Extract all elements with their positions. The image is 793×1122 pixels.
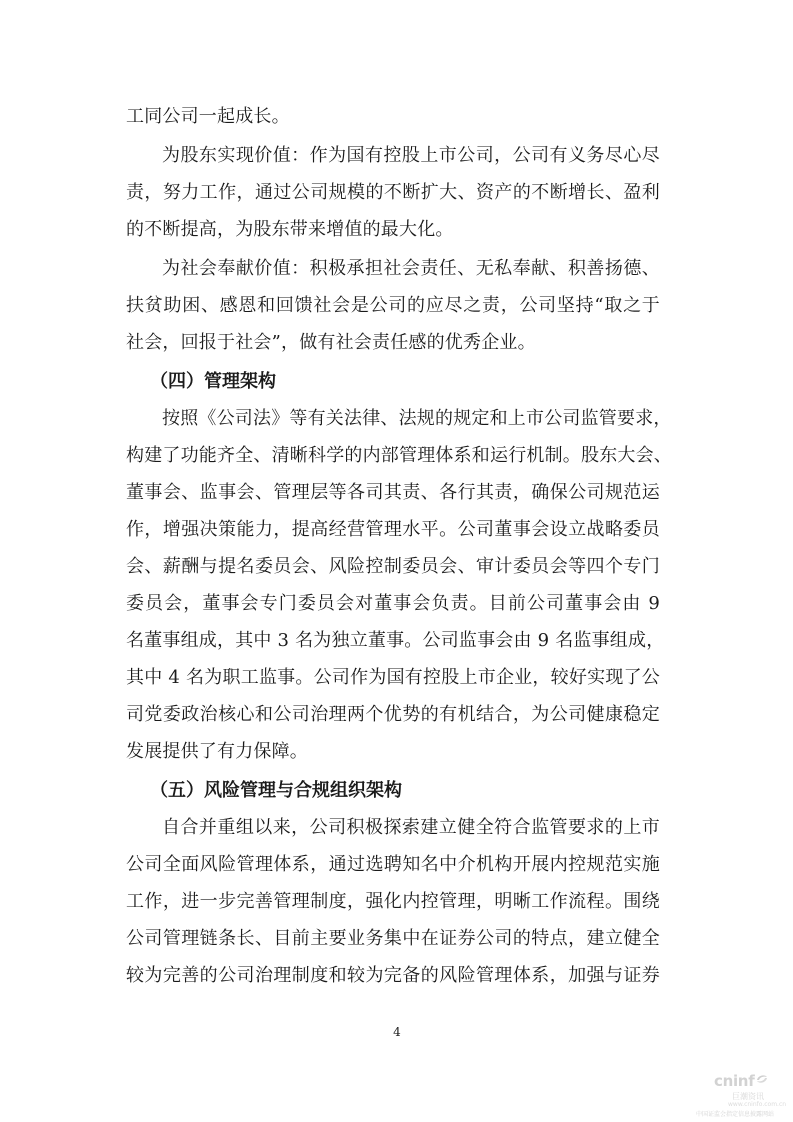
text-line: 较为完善的公司治理制度和较为完备的风险管理体系，加强与证券 bbox=[126, 965, 660, 986]
section-heading-risk-compliance: （五）风险管理与合规组织架构 bbox=[150, 780, 402, 801]
text-line: 责，努力工作，通过公司规模的不断扩大、资产的不断增长、盈利 bbox=[126, 182, 660, 203]
text-line: 其中 4 名为职工监事。公司作为国有控股上市企业，较好实现了公 bbox=[126, 667, 660, 688]
text-line: 公司全面风险管理体系，通过选聘知名中介机构开展内控规范实施 bbox=[126, 854, 660, 875]
text-line: 发展提供了有力保障。 bbox=[126, 741, 308, 762]
logo-url: www.cninfo.com.cn bbox=[728, 1101, 787, 1108]
text-line: 为股东实现价值：作为国有控股上市公司，公司有义务尽心尽 bbox=[162, 145, 660, 166]
text-line: 构建了功能齐全、清晰科学的内部管理体系和运行机制。股东大会、 bbox=[126, 445, 672, 466]
text-line: 自合并重组以来，公司积极探索建立健全符合监管要求的上市 bbox=[162, 817, 660, 838]
text-line: 董事会、监事会、管理层等各司其责、各行其责，确保公司规范运 bbox=[126, 482, 660, 503]
logo-swirl-icon bbox=[755, 1073, 769, 1085]
text-line: 社会，回报于社会”，做有社会责任感的优秀企业。 bbox=[126, 332, 536, 353]
section-heading-management-structure: （四）管理架构 bbox=[150, 371, 276, 392]
text-line: 委员会，董事会专门委员会对董事会负责。目前公司董事会由 9 bbox=[126, 593, 660, 614]
text-line: 工同公司一起成长。 bbox=[126, 106, 290, 127]
text-line: 司党委政治核心和公司治理两个优势的有机结合，为公司健康稳定 bbox=[126, 704, 660, 725]
text-line: 按照《公司法》等有关法律、法规的规定和上市公司监管要求， bbox=[162, 408, 672, 429]
logo-cn-name: 巨潮资讯 bbox=[732, 1092, 764, 1101]
logo-brand-text: cninf bbox=[714, 1072, 755, 1090]
text-line: 公司管理链条长、目前主要业务集中在证券公司的特点，建立健全 bbox=[126, 928, 660, 949]
page-number: 4 bbox=[393, 1025, 401, 1039]
text-line: 的不断提高，为股东带来增值的最大化。 bbox=[126, 219, 454, 240]
text-line: 为社会奉献价值：积极承担社会责任、无私奉献、积善扬德、 bbox=[162, 258, 660, 279]
text-line: 工作，进一步完善管理制度，强化内控管理，明晰工作流程。围绕 bbox=[126, 891, 660, 912]
text-line: 扶贫助困、感恩和回馈社会是公司的应尽之责，公司坚持“取之于 bbox=[126, 295, 660, 316]
text-line: 会、薪酬与提名委员会、风险控制委员会、审计委员会等四个专门 bbox=[126, 556, 660, 577]
text-line: 名董事组成，其中 3 名为独立董事。公司监事会由 9 名监事组成， bbox=[126, 630, 665, 651]
cninfo-watermark-logo bbox=[688, 1070, 788, 1118]
logo-org-text: 中国证监会指定信息披露网站 bbox=[696, 1111, 775, 1118]
text-line: 作，增强决策能力，提高经营管理水平。公司董事会设立战略委员 bbox=[126, 519, 660, 540]
